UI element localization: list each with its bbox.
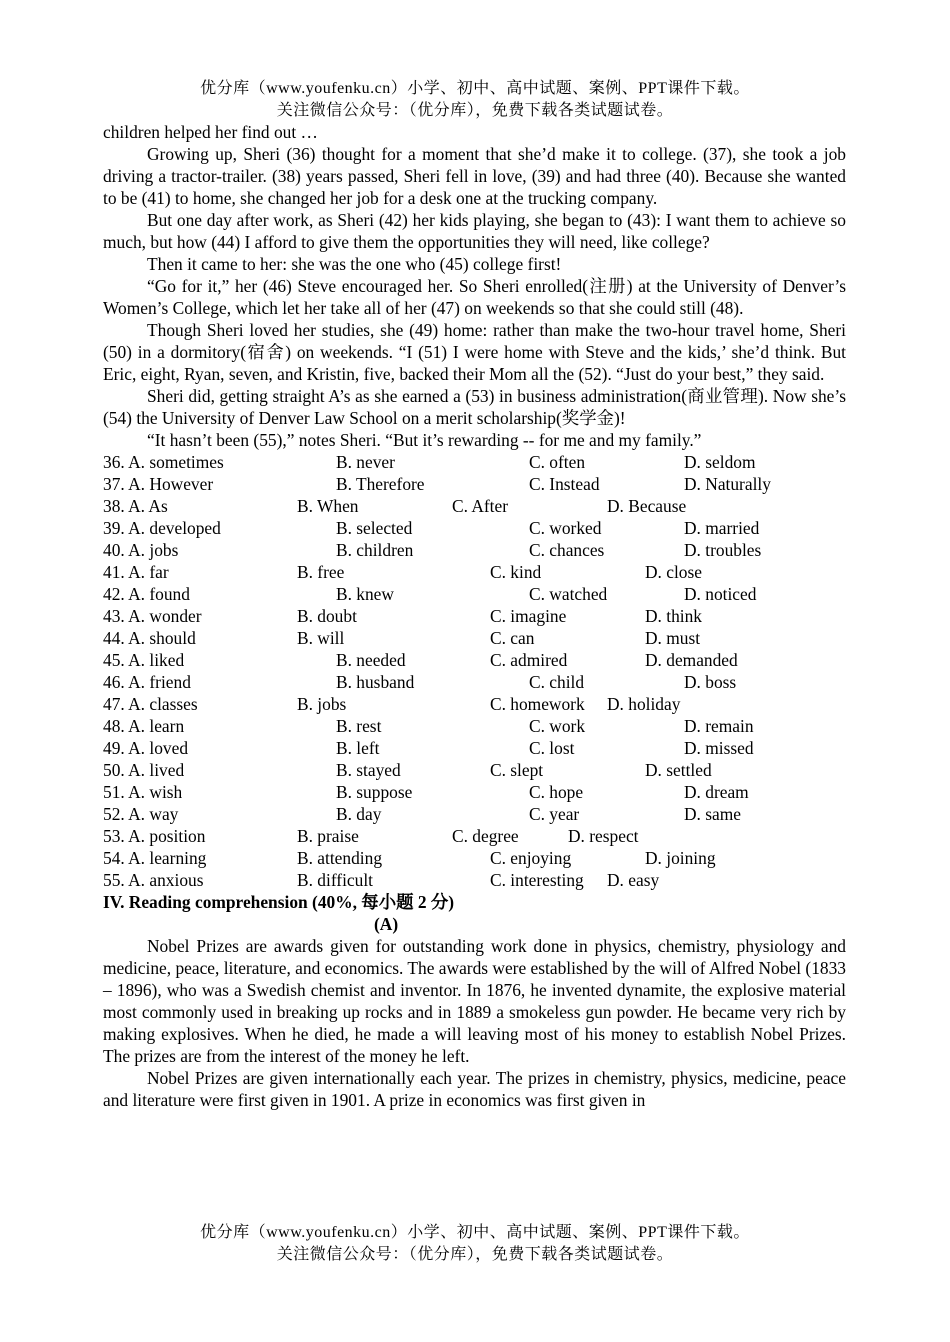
- passage-paragraph: “Go for it,” her (46) Steve encouraged her. So Sheri enrolled(注册) at the University of Denver’s Women’s College, which let her take all of her (47) on weekends so that she could still (48).: [103, 276, 846, 318]
- option-d: D. respect: [568, 826, 639, 846]
- option-a: 45. A. liked: [103, 650, 185, 670]
- option-d: D. dream: [684, 782, 749, 802]
- option-d: D. close: [645, 562, 702, 582]
- page-header: [0, 78, 950, 122]
- option-c: C. chances: [529, 540, 605, 560]
- option-a: 40. A. jobs: [103, 540, 179, 560]
- option-d: D. boss: [684, 672, 737, 692]
- option-c: C. Instead: [529, 474, 600, 494]
- option-c: C. work: [529, 716, 586, 736]
- option-d: D. joining: [645, 848, 716, 868]
- option-c: C. lost: [529, 738, 575, 758]
- option-c: C. enjoying: [490, 848, 572, 868]
- question-row: [103, 847, 846, 869]
- option-b: B. will: [297, 628, 345, 648]
- option-d: D. Because: [607, 496, 687, 516]
- question-row: [103, 825, 846, 847]
- option-b: B. suppose: [336, 782, 413, 802]
- option-d: D. demanded: [645, 650, 738, 670]
- option-c: C. watched: [529, 584, 608, 604]
- option-a: 44. A. should: [103, 628, 196, 648]
- option-d: D. holiday: [607, 694, 681, 714]
- question-row: [103, 693, 846, 715]
- cloze-passage: [103, 121, 846, 451]
- option-d: D. married: [684, 518, 760, 538]
- question-row: [103, 539, 846, 561]
- header-line-1: 优分库（www.youfenku.cn）小学、初中、高中试题、案例、PPT课件下载。: [200, 80, 750, 97]
- option-c: C. year: [529, 804, 580, 824]
- option-b: B. Therefore: [336, 474, 425, 494]
- option-b: B. praise: [297, 826, 359, 846]
- question-row: [103, 759, 846, 781]
- option-a: 48. A. learn: [103, 716, 185, 736]
- option-d: D. easy: [607, 870, 660, 890]
- passage-paragraph: children helped her find out …: [103, 122, 318, 142]
- question-row: [103, 715, 846, 737]
- option-b: B. rest: [336, 716, 382, 736]
- question-row: [103, 869, 846, 891]
- option-b: B. difficult: [297, 870, 373, 890]
- option-c: C. homework: [490, 694, 585, 714]
- option-a: 36. A. sometimes: [103, 452, 224, 472]
- question-row: [103, 605, 846, 627]
- question-row: [103, 803, 846, 825]
- section-subtitle: (A): [374, 914, 399, 934]
- footer-line-1: 优分库（www.youfenku.cn）小学、初中、高中试题、案例、PPT课件下载。: [200, 1224, 750, 1241]
- question-row: [103, 583, 846, 605]
- option-d: D. missed: [684, 738, 754, 758]
- section-title: IV. Reading comprehension (40%, 每小题 2 分): [103, 892, 455, 912]
- option-b: B. day: [336, 804, 382, 824]
- question-row: [103, 671, 846, 693]
- question-row: [103, 561, 846, 583]
- option-d: D. Naturally: [684, 474, 771, 494]
- option-c: C. worked: [529, 518, 602, 538]
- footer-line-2: 关注微信公众号：（优分库），免费下载各类试题试卷。: [276, 1246, 674, 1263]
- option-d: D. noticed: [684, 584, 757, 604]
- question-row: [103, 781, 846, 803]
- option-c: C. child: [529, 672, 585, 692]
- option-c: C. slept: [490, 760, 544, 780]
- option-c: C. After: [452, 496, 509, 516]
- header-line-2: 关注微信公众号：（优分库），免费下载各类试题试卷。: [276, 102, 674, 119]
- option-c: C. degree: [452, 826, 519, 846]
- option-b: B. doubt: [297, 606, 357, 626]
- option-c: C. admired: [490, 650, 568, 670]
- option-b: B. children: [336, 540, 414, 560]
- option-b: B. husband: [336, 672, 415, 692]
- option-a: 53. A. position: [103, 826, 206, 846]
- passage-paragraph: Growing up, Sheri (36) thought for a moment that she’d make it to college. (37), she took a job driving a tractor-trailer. (38) years passed, Sheri fell in love, (39) and had three (40). Because she wanted to be (41) to home, she changed her job for a desk one at the trucking company.: [103, 144, 846, 208]
- passage-paragraph: Then it came to her: she was the one who (45) college first!: [147, 254, 562, 274]
- option-c: C. often: [529, 452, 586, 472]
- question-row: [103, 451, 846, 473]
- option-a: 49. A. loved: [103, 738, 189, 758]
- option-d: D. troubles: [684, 540, 762, 560]
- option-b: B. free: [297, 562, 345, 582]
- question-row: [103, 737, 846, 759]
- option-a: 54. A. learning: [103, 848, 207, 868]
- passage-paragraph: “It hasn’t been (55),” notes Sheri. “But it’s rewarding -- for me and my family.”: [147, 430, 702, 450]
- reading-paragraph: Nobel Prizes are awards given for outstanding work done in physics, chemistry, physiology and medicine, peace, literature, and economics. The awards were established by the will of Alfred Nobel (1833 – 1896), who was a Swedish chemist and inventor. In 1876, he invented dynamite, the explosive material most commonly used in breaking up rocks and in 1889 a smokeless gun powder. He became very rich by making explosives. When he died, he made a will leaving most of his money to establish Nobel Prizes. The prizes are from the interest of the money he left.: [103, 936, 846, 1066]
- option-c: C. kind: [490, 562, 542, 582]
- question-row: [103, 517, 846, 539]
- option-a: 47. A. classes: [103, 694, 198, 714]
- option-a: 55. A. anxious: [103, 870, 204, 890]
- page-footer: [0, 1222, 950, 1266]
- option-a: 51. A. wish: [103, 782, 183, 802]
- option-a: 42. A. found: [103, 584, 190, 604]
- document-body: [103, 121, 846, 1111]
- option-a: 37. A. However: [103, 474, 214, 494]
- option-b: B. attending: [297, 848, 383, 868]
- passage-paragraph: Sheri did, getting straight A’s as she earned a (53) in business administration(商业管理). Now she’s (54) the University of Denver Law School on a merit scholarship(奖学金)!: [103, 386, 846, 428]
- option-b: B. stayed: [336, 760, 401, 780]
- reading-passage: [103, 935, 846, 1111]
- option-a: 50. A. lived: [103, 760, 185, 780]
- option-b: B. When: [297, 496, 359, 516]
- option-d: D. remain: [684, 716, 754, 736]
- option-a: 39. A. developed: [103, 518, 221, 538]
- question-row: [103, 627, 846, 649]
- question-row: [103, 473, 846, 495]
- option-d: D. settled: [645, 760, 712, 780]
- option-b: B. selected: [336, 518, 413, 538]
- option-a: 46. A. friend: [103, 672, 191, 692]
- option-d: D. must: [645, 628, 701, 648]
- answer-options-list: [103, 451, 846, 891]
- option-b: B. never: [336, 452, 395, 472]
- option-d: D. same: [684, 804, 741, 824]
- option-b: B. knew: [336, 584, 394, 604]
- option-d: D. think: [645, 606, 703, 626]
- question-row: [103, 649, 846, 671]
- question-row: [103, 495, 846, 517]
- reading-paragraph: Nobel Prizes are given internationally each year. The prizes in chemistry, physics, medicine, peace and literature were first given in 1901. A prize in economics was first given in: [103, 1068, 846, 1110]
- option-a: 43. A. wonder: [103, 606, 202, 626]
- option-c: C. hope: [529, 782, 584, 802]
- option-c: C. interesting: [490, 870, 584, 890]
- option-a: 38. A. As: [103, 496, 168, 516]
- option-a: 52. A. way: [103, 804, 179, 824]
- option-c: C. imagine: [490, 606, 567, 626]
- option-b: B. jobs: [297, 694, 347, 714]
- option-c: C. can: [490, 628, 535, 648]
- option-b: B. left: [336, 738, 380, 758]
- option-a: 41. A. far: [103, 562, 169, 582]
- passage-paragraph: But one day after work, as Sheri (42) her kids playing, she began to (43): I want them to achieve so much, but how (44) I afford to give them the opportunities they will need, like college?: [103, 210, 846, 252]
- option-b: B. needed: [336, 650, 406, 670]
- passage-paragraph: Though Sheri loved her studies, she (49) home: rather than make the two-hour travel home, Sheri (50) in a dormitory(宿舍) on weekends. “I (51) I were home with Steve and the kids,’ she’d think. But Eric, eight, Ryan, seven, and Kristin, five, backed their Mom all the (52). “Just do your best,” they said.: [103, 320, 846, 384]
- option-d: D. seldom: [684, 452, 756, 472]
